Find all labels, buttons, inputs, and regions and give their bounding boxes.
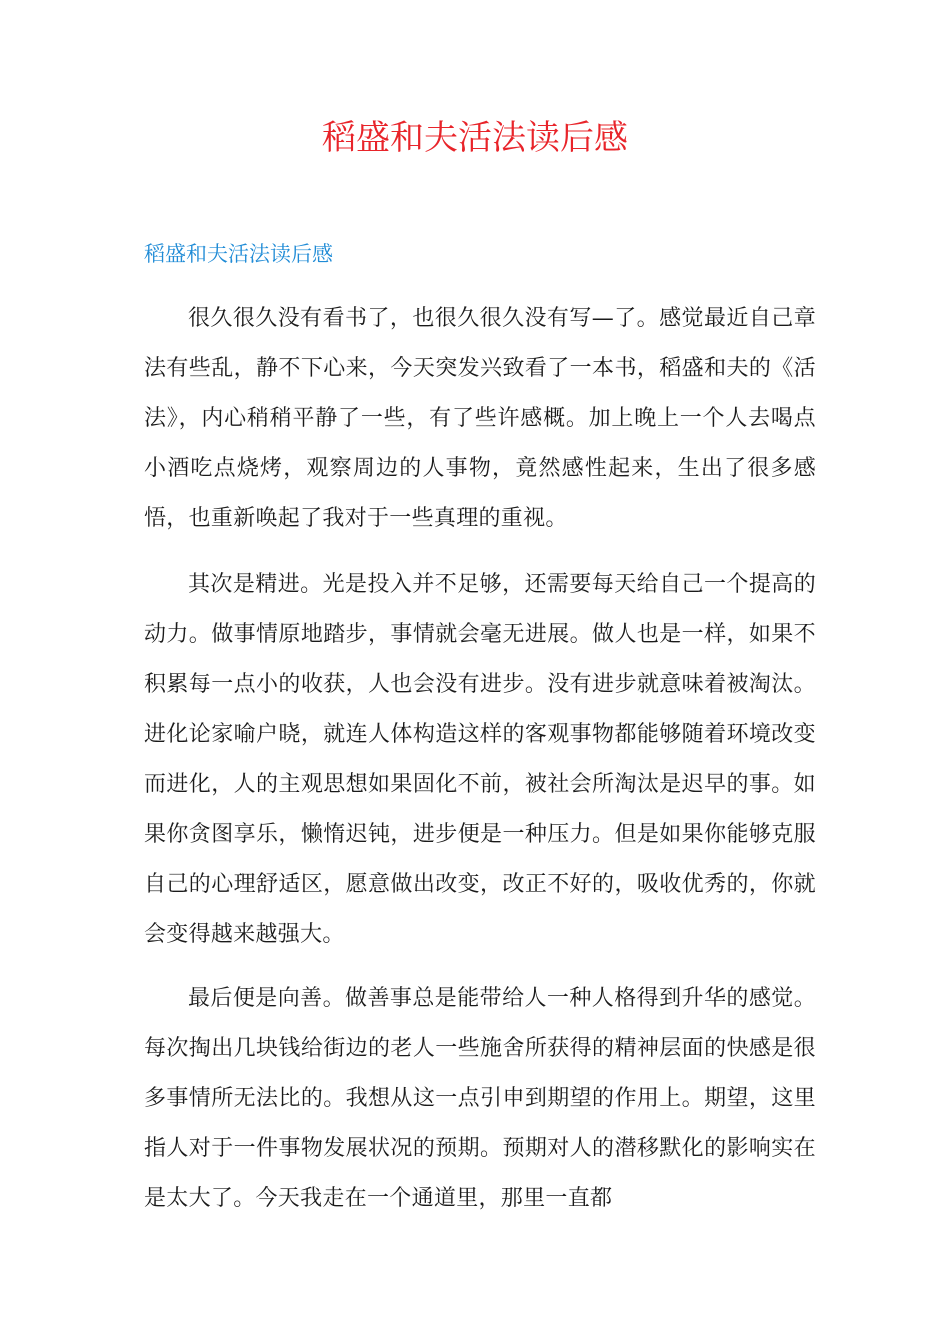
paragraph-3: 最后便是向善。做善事总是能带给人一种人格得到升华的感觉。每次掏出几块钱给街边的老人一些施舍所获得的精神层面的快感是很多事情所无法比的。我想从这一点引申到期望的作用上。期望，这里指人对于一件事物发展状况的预期。预期对人的潜移默化的影响实在是太大了。今天我走在一个通道里，那里一直都 [144, 986, 816, 1211]
paragraph-1: 很久很久没有看书了，也很久很久没有写—了。感觉最近自己章法有些乱，静不下心来，今天突发兴致看了一本书，稻盛和夫的《活法》，内心稍稍平静了一些，有了些许感概。加上晚上一个人去喝点小酒吃点烧烤，观察周边的人事物，竟然感性起来，生出了很多感悟，也重新唤起了我对于一些真理的重视。 [144, 306, 816, 531]
section-heading: 稻盛和夫活法读后感 [144, 242, 333, 266]
paragraph-2: 其次是精进。光是投入并不足够，还需要每天给自己一个提高的动力。做事情原地踏步，事情就会毫无进展。做人也是一样，如果不积累每一点小的收获，人也会没有进步。没有进步就意味着被淘汰。进化论家喻户晓，就连人体构造这样的客观事物都能够随着环境改变而进化，人的主观思想如果固化不前，被社会所淘汰是迟早的事。如果你贪图享乐，懒惰迟钝，进步便是一种压力。但是如果你能够克服自己的心理舒适区，愿意做出改变，改正不好的，吸收优秀的，你就会变得越来越强大。 [144, 572, 816, 947]
page-title: 稻盛和夫活法读后感 [322, 118, 628, 158]
